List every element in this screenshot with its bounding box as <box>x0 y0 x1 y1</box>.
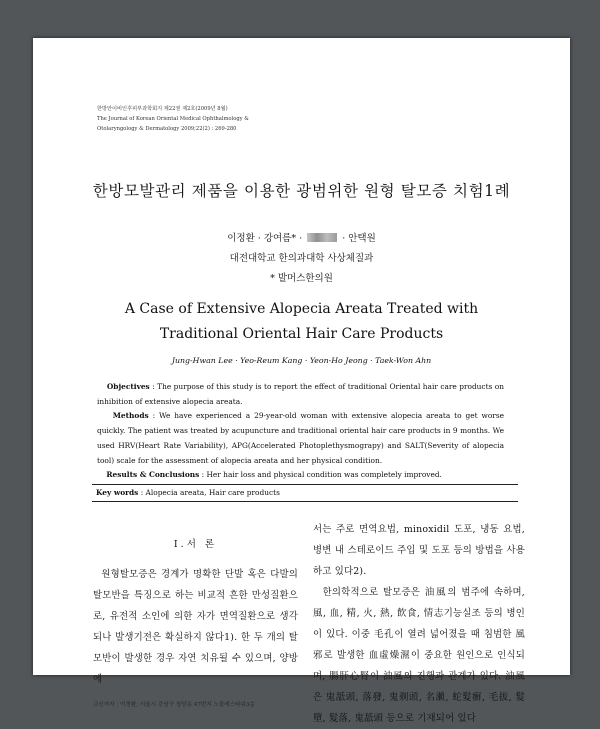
correspondence-footnote: 교신저자 : 이정환, 서울시 강남구 청담동 47번지 노블레스타워3층 <box>93 702 255 708</box>
section-heading-introduction: Ⅰ.서 론 <box>173 539 218 550</box>
keywords-label: Key words <box>96 488 139 497</box>
results-text: : Her hair loss and physical condition was completely improved. <box>199 470 442 480</box>
abstract <box>97 380 504 483</box>
author-names-right: · 안택원 <box>339 233 376 244</box>
right-paragraph-2-text: 한의학적으로 탈모증은 油風의 범주에 속하며, 風, 血, 精, 火, 熱, 飲食, 情志기능실조 등의 병인이 있다. 이중 毛孔이 열려 넓어졌을 때 침범한 風邪로 발생한 血虛燥濕이 중요한 원인으로 인식되며, 腸肝心腎이 油風의 진행과 관계가 있다. 油風은 鬼舐頭, 落發, 鬼剃頭, 名瀨, 蛇髮癬, 毛拔, 髮墮, 髮落, 鬼舐頭 등으로 기재되어 있다 <box>313 587 525 724</box>
journal-reference <box>97 104 249 134</box>
keywords <box>92 484 518 502</box>
results-label: Results & Conclusions <box>106 470 200 480</box>
redacted-author-name <box>307 233 337 242</box>
keywords-text: : Alopecia areata, Hair care products <box>138 488 280 497</box>
methods-text: : We have experienced a 29-year-old woman with extensive alopecia areata to get worse quickly. The patient was treated by acupuncture and traditional oriental hair care products in 9 months. We used HRV(Heart Rate Variability), APG(Accelerated Photoplethysmograpy) and SALT(Severity of alopecia tool) scale for the assessment of alopecia areata and her physical condition. <box>97 411 504 465</box>
author-names-left: 이정환 · 강여름* · <box>227 233 306 244</box>
korean-affiliation: 대전대학교 한의과대학 사상체질과 <box>229 253 374 264</box>
objectives-text: : The purpose of this study is to report the effect of traditional Oriental hair care products on inhibition of extensive alopecia areata. <box>97 382 505 406</box>
english-title <box>33 297 570 347</box>
korean-title: 한방모발관리 제품을 이용한 광범위한 원형 탈모증 치험1례 <box>92 182 511 200</box>
korean-author-names <box>33 229 570 249</box>
right-column <box>313 519 525 729</box>
footnote-separator <box>93 698 173 699</box>
right-paragraph-1: 서는 주로 면역요법, minoxidil 도포, 냉동 요법, 병변 내 스테로이드 주입 및 도포 등의 방법을 사용하고 있다2). <box>313 524 525 577</box>
journal-ko: 한방안이비인후피부과학회지 제22권 제2호(2009년 8월) <box>97 106 228 112</box>
korean-authors-block <box>33 229 570 289</box>
paper-page <box>33 38 570 724</box>
journal-en-line2: Otolaryngology & Dermatology 2009;22(2) : 269-280 <box>97 126 237 132</box>
abstract-results <box>97 468 504 483</box>
abstract-objectives <box>97 380 504 409</box>
objectives-label: Objectives <box>106 382 150 391</box>
introduction-text: 원형탈모증은 경계가 명확한 단발 혹은 다발의 탈모반을 특징으로 하는 비교적 흔한 만성질환으로, 유전적 소인에 의한 자가 면역질환으로 생각되나 발생기전은 확실하지 않다1). 한 두 개의 탈모반이 발생한 경우 자연 치유될 수 있으며, 양방에 <box>93 569 298 685</box>
korean-affiliation-2: * 발머스한의원 <box>270 273 333 284</box>
methods-label: Methods <box>112 411 149 421</box>
right-paragraph-2 <box>313 582 525 729</box>
left-column <box>93 532 298 690</box>
english-authors: Jung-Hwan Lee · Yeo-Reum Kang · Yeon-Ho Jeong · Taek-Won Ahn <box>171 356 432 365</box>
introduction-paragraph <box>93 564 298 690</box>
english-title-line1: A Case of Extensive Alopecia Areata Treated with <box>124 301 479 317</box>
abstract-methods <box>97 409 504 468</box>
english-title-line2: Traditional Oriental Hair Care Products <box>159 326 444 342</box>
journal-en-line1: The Journal of Korean Oriental Medical Ophthalmology & <box>97 116 249 122</box>
